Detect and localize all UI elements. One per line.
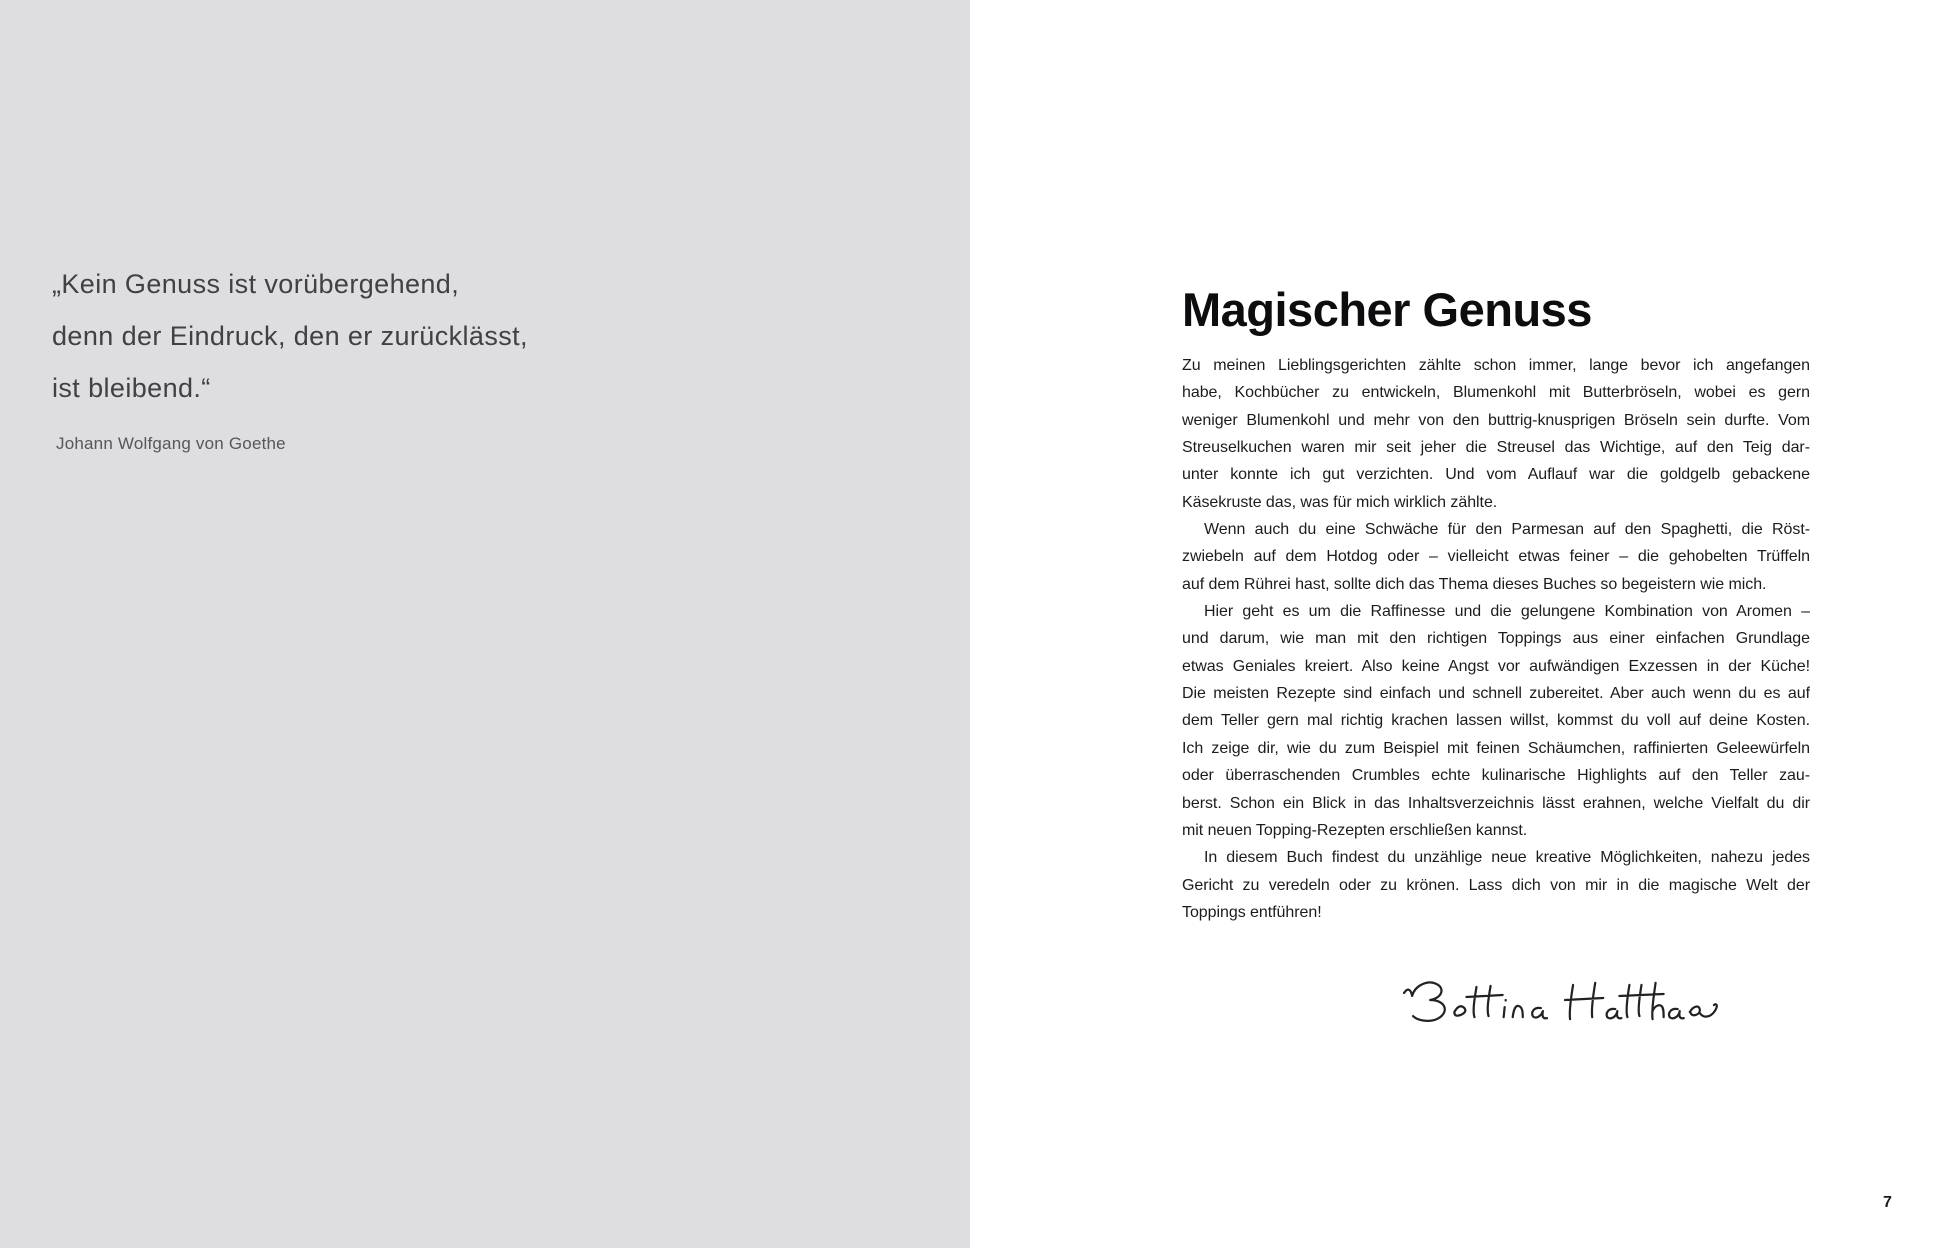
text-line: unter konnte ich gut verzichten. Und vom Auflauf war die goldgelb gebackene [1182,466,1810,484]
quote-line: „Kein Genuss ist vorübergehend, [52,269,460,299]
text-line: dem Teller gern mal richtig krachen lassen willst, kommst du voll auf deine Kosten. [1182,712,1810,730]
text-line: oder überraschenden Crumbles echte kulinarische Highlights auf den Teller zau- [1182,767,1810,785]
paragraph [1182,352,1810,516]
quote-line: denn der Eindruck, den er zurücklässt, [52,321,528,351]
text-line: mit neuen Topping-Rezepten erschließen kannst. [1182,821,1528,839]
text-line: zwiebeln auf dem Hotdog oder – vielleicht etwas feiner – die gehobelten Trüffeln [1182,548,1810,566]
text-line: Käsekruste das, was für mich wirklich zählte. [1182,493,1498,511]
quote-line: ist bleibend.“ [52,373,211,403]
quote-attribution: Johann Wolfgang von Goethe [56,434,286,453]
text-line: auf dem Rührei hast, sollte dich das Thema dieses Buches so begeistern wie mich. [1182,575,1767,593]
text-line: habe, Kochbücher zu entwickeln, Blumenkohl mit Butterbröseln, wobei es gern [1182,384,1810,402]
text-line: Wenn auch du eine Schwäche für den Parmesan auf den Spaghetti, die Röst- [1204,521,1810,539]
text-line: und darum, wie man mit den richtigen Toppings aus einer einfachen Grundlage [1182,630,1810,648]
paragraph [1182,844,1810,926]
page-number: 7 [1883,1194,1892,1211]
text-line: Toppings entführen! [1182,903,1322,921]
body-text [1182,352,1810,926]
text-line: berst. Schon ein Blick in das Inhaltsverzeichnis lässt erahnen, welche Vielfalt du dir [1182,794,1810,812]
text-line: Die meisten Rezepte sind einfach und schnell zubereitet. Aber auch wenn du es auf [1182,685,1810,703]
text-line: weniger Blumenkohl und mehr von den buttrig-knusprigen Bröseln sein durfte. Vom [1182,411,1810,429]
text-line: Streuselkuchen waren mir seit jeher die Streusel das Wichtige, auf den Teig dar- [1182,439,1810,457]
text-line: Gericht zu veredeln oder zu krönen. Lass dich von mir in die magische Welt der [1182,876,1810,894]
page-title: Magischer Genuss [1182,283,1592,337]
quote-block [52,258,812,414]
paragraph [1182,598,1810,844]
right-page [970,0,1940,1248]
author-signature-handwriting-icon [1400,968,1722,1030]
text-line: Ich zeige dir, wie du zum Beispiel mit feinen Schäumchen, raffinierten Geleewürfeln [1182,739,1810,757]
text-line: Zu meinen Lieblingsgerichten zählte schon immer, lange bevor ich angefangen [1182,357,1810,374]
text-line: In diesem Buch findest du unzählige neue kreative Möglichkeiten, nahezu jedes [1204,849,1810,867]
text-line: etwas Geniales kreiert. Also keine Angst vor aufwändigen Exzessen in der Küche! [1182,657,1810,675]
text-line: Hier geht es um die Raffinesse und die gelungene Kombination von Aromen – [1204,603,1810,621]
paragraph [1182,516,1810,598]
